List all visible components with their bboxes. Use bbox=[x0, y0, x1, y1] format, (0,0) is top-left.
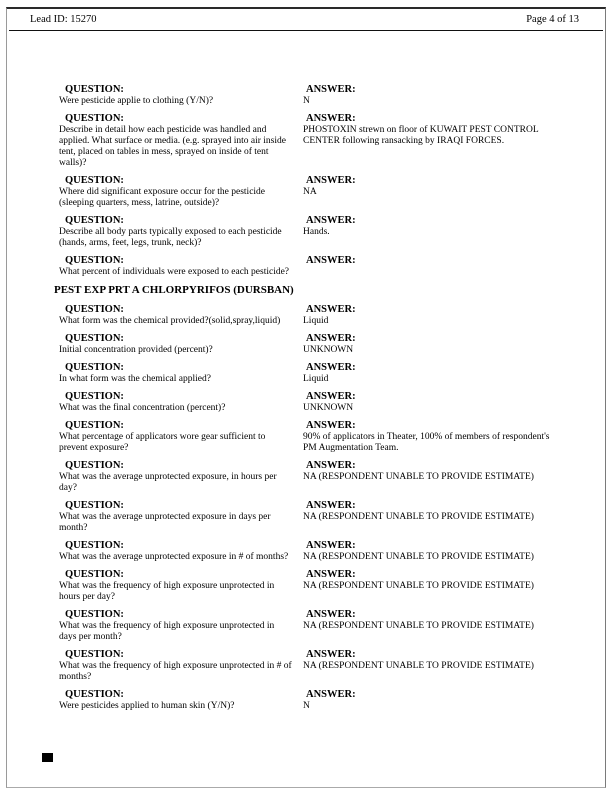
question-label: QUESTION: bbox=[65, 175, 124, 186]
question-text: What percent of individuals were exposed to each pesticide? bbox=[59, 267, 290, 277]
answer-text: NA (RESPONDENT UNABLE TO PROVIDE ESTIMATE) bbox=[303, 621, 534, 631]
question-text: Were pesticide applie to clothing (Y/N)? bbox=[59, 96, 214, 106]
qa-row bbox=[59, 175, 553, 209]
answer-column bbox=[303, 569, 553, 603]
question-text: What form was the chemical provided?(solid,spray,liquid) bbox=[59, 316, 281, 326]
question-column bbox=[59, 304, 303, 327]
question-label: QUESTION: bbox=[65, 689, 124, 700]
answer-column bbox=[303, 113, 553, 169]
question-label: QUESTION: bbox=[65, 420, 124, 431]
answer-text: NA (RESPONDENT UNABLE TO PROVIDE ESTIMATE) bbox=[303, 472, 534, 482]
answer-column bbox=[303, 689, 553, 712]
qa-row bbox=[59, 569, 553, 603]
page-header bbox=[30, 14, 579, 25]
answer-text: Liquid bbox=[303, 374, 329, 384]
answer-column bbox=[303, 84, 553, 107]
answer-label: ANSWER: bbox=[306, 255, 356, 266]
answer-label: ANSWER: bbox=[306, 460, 356, 471]
question-column bbox=[59, 215, 303, 249]
answer-text: UNKNOWN bbox=[303, 345, 354, 355]
question-label: QUESTION: bbox=[65, 255, 124, 266]
scan-artifact-square bbox=[42, 753, 53, 762]
qa-row bbox=[59, 609, 553, 643]
answer-label: ANSWER: bbox=[306, 215, 356, 226]
question-label: QUESTION: bbox=[65, 215, 124, 226]
question-label: QUESTION: bbox=[65, 304, 124, 315]
question-text: Initial concentration provided (percent)? bbox=[59, 345, 213, 355]
answer-column bbox=[303, 215, 553, 249]
qa-row bbox=[59, 649, 553, 683]
qa-row bbox=[59, 391, 553, 414]
question-text: What was the frequency of high exposure unprotected in hours per day? bbox=[59, 581, 275, 602]
question-column bbox=[59, 689, 303, 712]
page-number: Page 4 of 13 bbox=[526, 14, 579, 25]
answer-label: ANSWER: bbox=[306, 304, 356, 315]
qa-row bbox=[59, 540, 553, 563]
question-column bbox=[59, 420, 303, 454]
question-text: Were pesticides applied to human skin (Y/N)? bbox=[59, 701, 235, 711]
question-label: QUESTION: bbox=[65, 362, 124, 373]
question-column bbox=[59, 649, 303, 683]
question-text: What was the average unprotected exposure, in hours per day? bbox=[59, 472, 277, 493]
answer-column bbox=[303, 175, 553, 209]
answer-column bbox=[303, 540, 553, 563]
qa-row bbox=[59, 500, 553, 534]
question-text: Describe all body parts typically exposed to each pesticide (hands, arms, feet, legs, trunk, neck)? bbox=[59, 227, 282, 248]
section-heading: PEST EXP PRT A CHLORPYRIFOS (DURSBAN) bbox=[54, 284, 294, 296]
lead-id: Lead ID: 15270 bbox=[30, 14, 97, 25]
answer-label: ANSWER: bbox=[306, 391, 356, 402]
question-column bbox=[59, 609, 303, 643]
question-label: QUESTION: bbox=[65, 460, 124, 471]
question-column bbox=[59, 540, 303, 563]
question-column bbox=[59, 175, 303, 209]
question-text: What was the average unprotected exposure in days per month? bbox=[59, 512, 271, 533]
question-label: QUESTION: bbox=[65, 609, 124, 620]
answer-text: NA (RESPONDENT UNABLE TO PROVIDE ESTIMATE) bbox=[303, 581, 534, 591]
answer-label: ANSWER: bbox=[306, 609, 356, 620]
answer-label: ANSWER: bbox=[306, 362, 356, 373]
answer-text: N bbox=[303, 96, 310, 106]
answer-column bbox=[303, 333, 553, 356]
answer-text: NA bbox=[303, 187, 317, 197]
answer-column bbox=[303, 255, 553, 278]
answer-label: ANSWER: bbox=[306, 333, 356, 344]
question-text: What percentage of applicators wore gear sufficient to prevent exposure? bbox=[59, 432, 266, 453]
answer-column bbox=[303, 609, 553, 643]
question-text: What was the average unprotected exposure in # of months? bbox=[59, 552, 289, 562]
question-text: Where did significant exposure occur for the pesticide (sleeping quarters, mess, latrine, outside)? bbox=[59, 187, 266, 208]
question-column bbox=[59, 500, 303, 534]
answer-label: ANSWER: bbox=[306, 540, 356, 551]
qa-row bbox=[59, 689, 553, 712]
answer-column bbox=[303, 391, 553, 414]
qa-row bbox=[59, 362, 553, 385]
question-label: QUESTION: bbox=[65, 649, 124, 660]
qa-row bbox=[59, 460, 553, 494]
answer-text: NA (RESPONDENT UNABLE TO PROVIDE ESTIMATE) bbox=[303, 512, 534, 522]
question-text: In what form was the chemical applied? bbox=[59, 374, 211, 384]
answer-text: Liquid bbox=[303, 316, 329, 326]
qa-row bbox=[59, 215, 553, 249]
answer-column bbox=[303, 420, 553, 454]
answer-label: ANSWER: bbox=[306, 569, 356, 580]
question-text: What was the final concentration (percent)? bbox=[59, 403, 226, 413]
answer-label: ANSWER: bbox=[306, 84, 356, 95]
question-column bbox=[59, 84, 303, 107]
answer-label: ANSWER: bbox=[306, 500, 356, 511]
question-column bbox=[59, 391, 303, 414]
answer-column bbox=[303, 500, 553, 534]
qa-row bbox=[59, 113, 553, 169]
qa-row bbox=[59, 420, 553, 454]
answer-text: NA (RESPONDENT UNABLE TO PROVIDE ESTIMATE) bbox=[303, 552, 534, 562]
question-label: QUESTION: bbox=[65, 500, 124, 511]
question-column bbox=[59, 255, 303, 278]
answer-label: ANSWER: bbox=[306, 175, 356, 186]
header-divider bbox=[9, 30, 603, 31]
answer-text: N bbox=[303, 701, 310, 711]
answer-text: 90% of applicators in Theater, 100% of members of respondent's PM Augmentation Team. bbox=[303, 432, 550, 453]
question-column bbox=[59, 460, 303, 494]
answer-text: Hands. bbox=[303, 227, 330, 237]
answer-text: PHOSTOXIN strewn on floor of KUWAIT PEST CONTROL CENTER following ransacking by IRAQI FORCES. bbox=[303, 125, 539, 146]
answer-column bbox=[303, 649, 553, 683]
question-text: What was the frequency of high exposure unprotected in days per month? bbox=[59, 621, 275, 642]
qa-row bbox=[59, 304, 553, 327]
question-label: QUESTION: bbox=[65, 540, 124, 551]
answer-label: ANSWER: bbox=[306, 649, 356, 660]
answer-label: ANSWER: bbox=[306, 689, 356, 700]
qa-list bbox=[54, 84, 553, 718]
answer-column bbox=[303, 362, 553, 385]
qa-row bbox=[59, 333, 553, 356]
question-text: What was the frequency of high exposure unprotected in # of months? bbox=[59, 661, 292, 682]
question-column bbox=[59, 333, 303, 356]
question-label: QUESTION: bbox=[65, 391, 124, 402]
answer-column bbox=[303, 460, 553, 494]
question-label: QUESTION: bbox=[65, 113, 124, 124]
answer-text: NA (RESPONDENT UNABLE TO PROVIDE ESTIMATE) bbox=[303, 661, 534, 671]
question-label: QUESTION: bbox=[65, 84, 124, 95]
question-column bbox=[59, 113, 303, 169]
question-text: Describe in detail how each pesticide was handled and applied. What surface or media. (e.g. sprayed into air inside tent, placed on tables in mess, sprayed on inside of tent walls)? bbox=[59, 125, 286, 168]
question-column bbox=[59, 362, 303, 385]
answer-text: UNKNOWN bbox=[303, 403, 354, 413]
answer-label: ANSWER: bbox=[306, 113, 356, 124]
question-label: QUESTION: bbox=[65, 569, 124, 580]
question-column bbox=[59, 569, 303, 603]
question-label: QUESTION: bbox=[65, 333, 124, 344]
qa-row bbox=[59, 255, 553, 278]
answer-label: ANSWER: bbox=[306, 420, 356, 431]
qa-row bbox=[59, 84, 553, 107]
answer-column bbox=[303, 304, 553, 327]
